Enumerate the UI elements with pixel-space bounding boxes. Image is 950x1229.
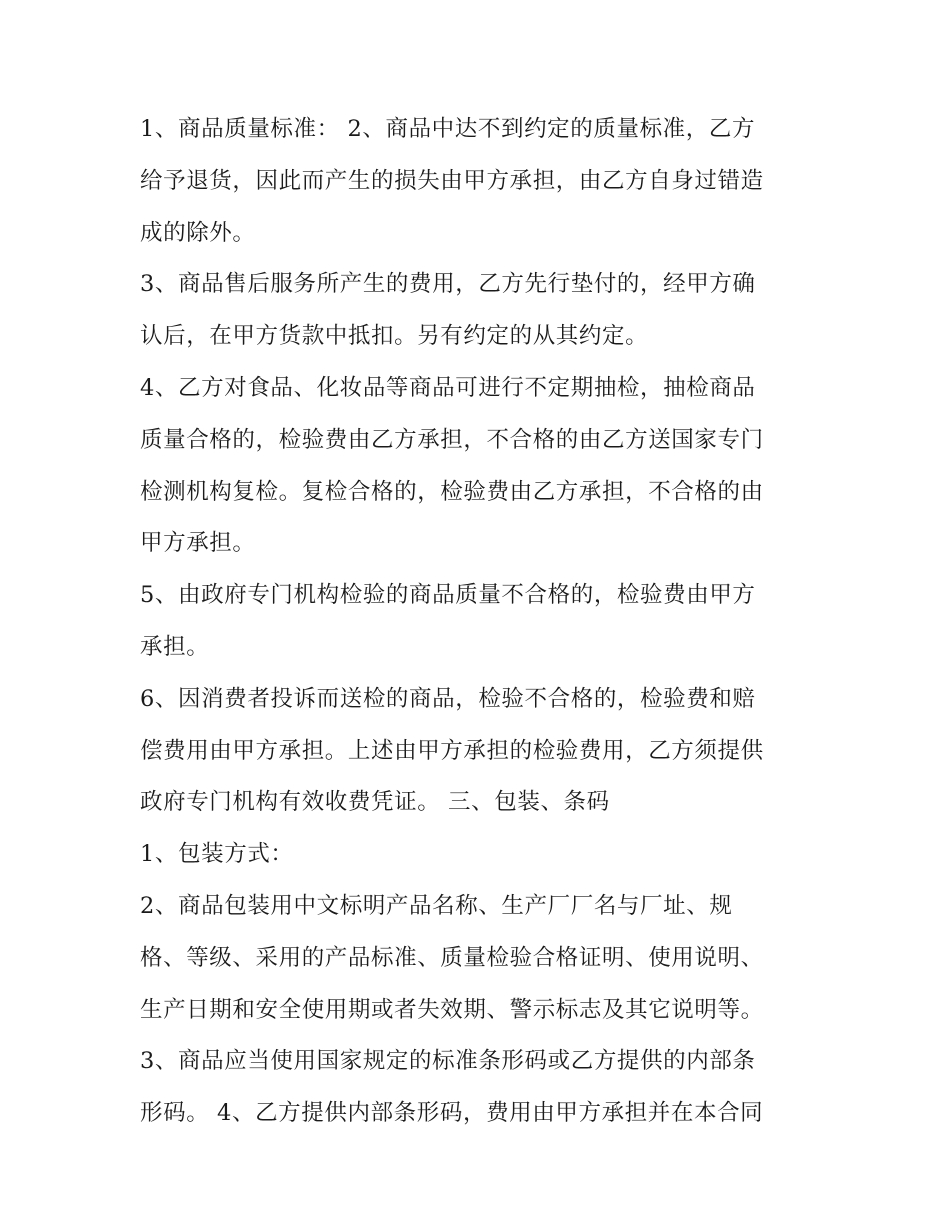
- text-line: 5、由政府专门机构检验的商品质量不合格的，检验费由甲方: [140, 582, 756, 609]
- text-line: 2、商品包装用中文标明产品名称、生产厂厂名与厂址、规: [140, 892, 733, 919]
- text-line: 1、商品质量标准： 2、商品中达不到约定的质量标准，乙方: [140, 116, 756, 142]
- text-line: 3、商品售后服务所产生的费用，乙方先行垫付的，经甲方确: [140, 271, 756, 298]
- text-line: 承担。: [140, 633, 210, 660]
- text-line: 偿费用由甲方承担。上述由甲方承担的检验费用，乙方须提供: [140, 737, 764, 764]
- text-line: 检测机构复检。复检合格的，检验费由乙方承担，不合格的由: [140, 478, 764, 505]
- text-line: 格、等级、采用的产品标准、质量检验合格证明、使用说明、: [140, 944, 764, 971]
- text-line: 政府专门机构有效收费凭证。 三、包装、条码: [140, 789, 610, 816]
- text-line: 成的除外。: [140, 219, 256, 246]
- text-line: 形码。 4、乙方提供内部条形码，费用由甲方承担并在本合同: [140, 1100, 764, 1127]
- text-line: 3、商品应当使用国家规定的标准条形码或乙方提供的内部条: [140, 1048, 756, 1075]
- text-line: 4、乙方对食品、化妆品等商品可进行不定期抽检，抽检商品: [140, 374, 756, 401]
- text-line: 生产日期和安全使用期或者失效期、警示标志及其它说明等。: [140, 996, 764, 1023]
- text-line: 质量合格的，检验费由乙方承担，不合格的由乙方送国家专门: [140, 426, 764, 453]
- contract-text: [140, 104, 820, 1140]
- text-line: 1、包装方式：: [140, 841, 294, 868]
- text-line: 甲方承担。: [140, 530, 256, 557]
- text-line: 认后，在甲方货款中抵扣。另有约定的从其约定。: [140, 323, 649, 350]
- text-line: 6、因消费者投诉而送检的商品，检验不合格的，检验费和赔: [140, 685, 756, 712]
- text-line: 给予退货，因此而产生的损失由甲方承担，由乙方自身过错造: [140, 167, 764, 194]
